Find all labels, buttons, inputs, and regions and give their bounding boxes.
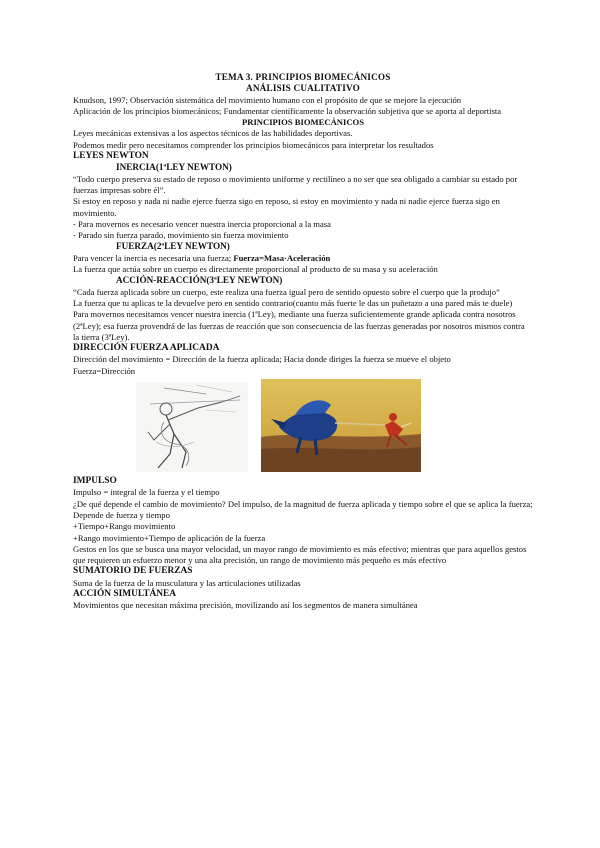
section-principles-heading: PRINCIPIOS BIOMECÁNICOS (242, 117, 364, 128)
inertia-paragraph-1: “Todo cuerpo preserva su estado de reposo o movimiento uniforme y rectilíneo a no ser que sea obligado a cambiar su estado por fuerzas impresas sobre él”. (73, 173, 518, 195)
action-paragraph-2: La fuerza que tu aplicas te la devuelve pero en sentido contrario(cuanto más fuerte le das un puñetazo a una pared más te duele) (73, 297, 513, 308)
inertia-bullet-1: - Para movernos es necesario vencer nuestra inercia proporcional a la masa (73, 218, 331, 229)
intro-paragraph-2: Aplicación de los principios biomecánicos; Fundamentar científicamente la observación subjetiva que se aporta al deportista (73, 105, 502, 116)
figures-row (73, 379, 533, 475)
principles-paragraph-2: Podemos medir pero necesitamos comprender los principios biomecánicos para interpretar los resultados (73, 139, 434, 150)
intro-paragraph-1: Knudson, 1997; Observación sistemática del movimiento humano con el propósito de que se mejore la ejecución (73, 94, 462, 105)
inertia-heading: INERCIA(1ªLEY NEWTON) (116, 162, 232, 173)
force-heading: FUERZA(2ªLEY NEWTON) (116, 241, 230, 252)
section-simultaneous-heading: ACCIÓN SIMULTÁNEA (73, 588, 177, 599)
section-laws-heading: LEYES NEWTON (73, 151, 149, 162)
impulse-paragraph-5: Gestos en los que se busca una mayor velocidad, un mayor rango de movimiento es más efectivo; mientras que para aquellos gestos que requieren un esfuerzo menor y una alta precisión, un rango de movimiento más pequeño es más efectivo (73, 543, 527, 566)
document-title: TEMA 3. PRINCIPIOS BIOMECÁNICOS (215, 72, 391, 82)
inertia-paragraph-2: Si estoy en reposo y nada ni nadie ejerce fuerza sigo en reposo, si estoy en movimiento y nada ni nadie ejerce fuerza sigo en movimiento. (73, 196, 500, 218)
document-subtitle: ANÁLISIS CUALITATIVO (245, 83, 360, 94)
section-sum-heading: SUMATORIO DE FUERZAS (73, 566, 193, 577)
simultaneous-paragraph-1: Movimientos que necesitan máxima precisión, movilizando así los segmentos de manera simultánea (73, 600, 418, 611)
thrower-sketch-icon (136, 382, 248, 472)
force-formula: Fuerza=Masa·Aceleración (233, 252, 331, 263)
action-reaction-heading: ACCIÓN-REACCIÓN(3ªLEY NEWTON) (116, 275, 283, 286)
section-direction-heading: DIRECCIÓN FUERZA APLICADA (73, 343, 220, 354)
document-body (73, 72, 533, 612)
inertia-bullet-2: - Parado sin fuerza parado, movimiento sin fuerza movimiento (73, 230, 289, 241)
action-paragraph-1: “Cada fuerza aplicada sobre un cuerpo, este realiza una fuerza igual pero de sentido opuesto sobre el cuerpo que la produjo” (73, 286, 500, 297)
impulse-paragraph-2: ¿De qué depende el cambio de movimiento? Del impulso, de la magnitud de fuerza aplicada y tiempo sobre el que se aplica la fuerza; Depende de fuerza y tiempo (73, 498, 533, 520)
action-paragraph-3: Para movernos necesitamos vencer nuestra inercia (1ªLey), mediante una fuerza suficientemente grande aplicada contra nosotros (2ªLey); esa fuerza provendrá de las fuerzas de reacción que son consecuencia de las fuerzas generadas por nosotros mismos contra la tierra (3ªLey). (73, 309, 525, 342)
principles-paragraph-1: Leyes mecánicas extensivas a los aspectos técnicos de las habilidades deportivas. (73, 128, 353, 139)
impulse-paragraph-3: +Tiempo+Rango movimiento (73, 521, 176, 532)
sum-paragraph-1: Suma de la fuerza de la musculatura y las articulaciones utilizadas (73, 577, 301, 588)
impulse-paragraph-4: +Rango movimiento+Tiempo de aplicación de la fuerza (73, 532, 266, 543)
direction-paragraph-1: Dirección del movimiento = Dirección de la fuerza aplicada; Hacia donde diriges la fuerza se mueve el objeto (73, 354, 451, 365)
direction-paragraph-2: Fuerza=Dirección (73, 365, 136, 376)
force-paragraph-1-text: Para vencer la inercia es necesaria una fuerza; (73, 252, 234, 263)
force-paragraph-1 (73, 253, 533, 264)
force-paragraph-2: La fuerza que actúa sobre un cuerpo es directamente proporcional al producto de su masa y su aceleración (73, 264, 438, 275)
impulse-paragraph-1: Impulso = integral de la fuerza y el tiempo (73, 487, 220, 498)
tug-of-war-painting-icon (261, 379, 421, 472)
section-impulse-heading: IMPULSO (73, 476, 117, 487)
